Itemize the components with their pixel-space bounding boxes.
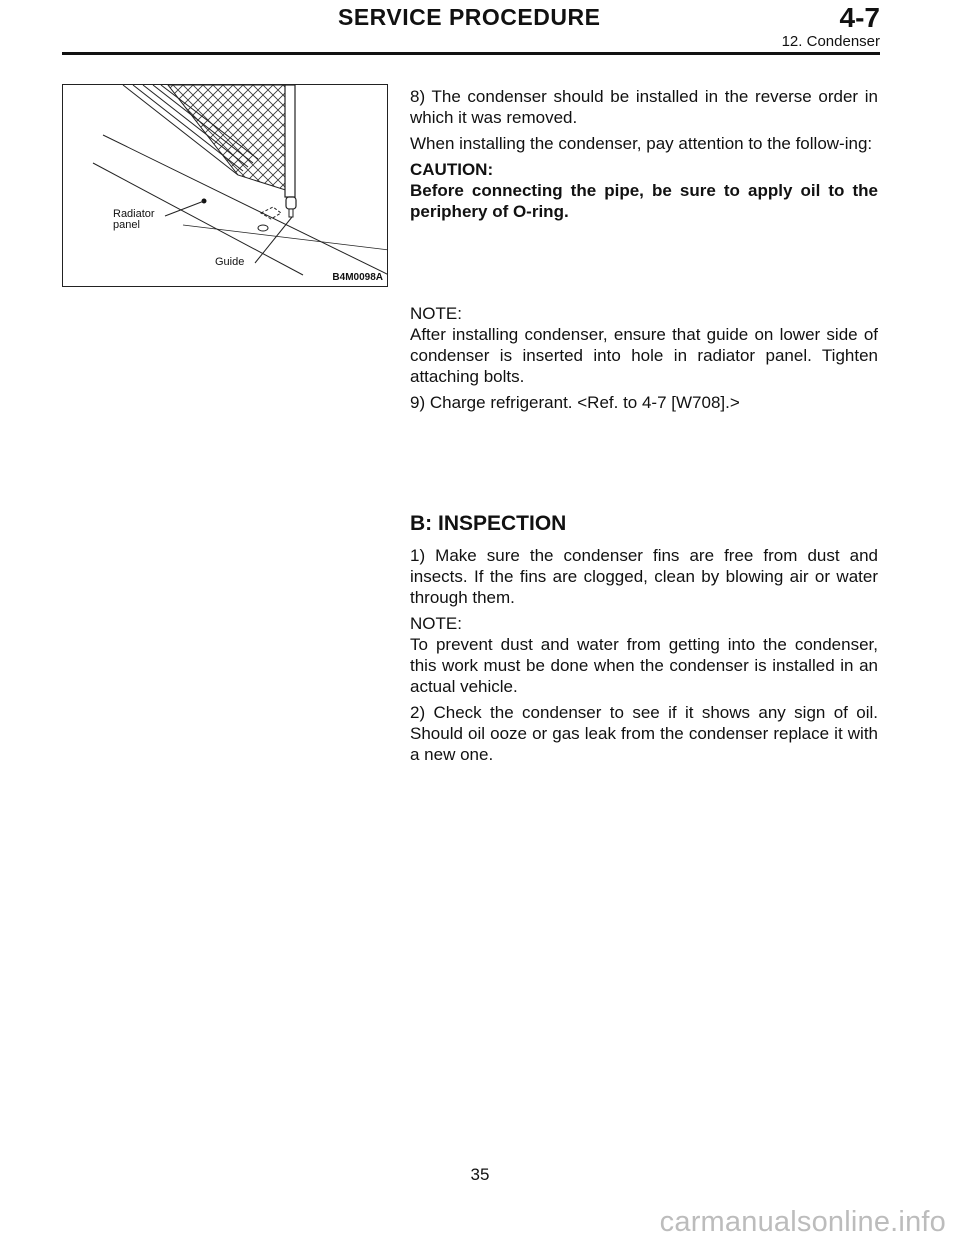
inspection-step-2: 2) Check the condenser to see if it shows any sign of oil. Should oil ooze or gas leak from the condenser replace it with a new one. <box>410 703 878 764</box>
section-subtitle: 12. Condenser <box>781 33 880 50</box>
step-8-followup: When installing the condenser, pay attention to the follow-ing: <box>410 134 873 153</box>
label-panel: panel <box>113 219 140 231</box>
step-9: 9) Charge refrigerant. <Ref. to 4-7 [W708].> <box>410 393 740 412</box>
inspection-heading: B: INSPECTION <box>410 512 567 535</box>
step-8: 8) The condenser should be installed in the reverse order in which it was removed. <box>410 87 878 127</box>
page-title: SERVICE PROCEDURE <box>338 4 601 30</box>
installation-note <box>410 303 878 418</box>
section-number: 4-7 <box>839 2 880 33</box>
label-guide: Guide <box>215 256 245 268</box>
header-rule <box>62 52 880 55</box>
note-text: After installing condenser, ensure that guide on lower side of condenser is inserted into hole in radiator panel. Tighten attaching bolts. <box>410 325 878 386</box>
watermark: carmanualsonline.info <box>659 1206 946 1238</box>
caution-label: CAUTION: <box>410 160 494 179</box>
caution-text: Before connecting the pipe, be sure to apply oil to the periphery of O-ring. <box>410 181 878 221</box>
figure-code: B4M0098A <box>332 272 383 283</box>
page-number: 35 <box>470 1165 490 1184</box>
inspection-steps <box>410 545 878 770</box>
label-radiator: Radiator <box>113 208 155 220</box>
inspection-note-label: NOTE: <box>410 614 462 633</box>
inspection-note-text: To prevent dust and water from getting into the condenser, this work must be done when the condenser is installed in an actual vehicle. <box>410 635 878 696</box>
condenser-figure <box>62 84 388 287</box>
inspection-step-1: 1) Make sure the condenser fins are free from dust and insects. If the fins are clogged, clean by blowing air or water through them. <box>410 546 878 607</box>
installation-steps <box>410 86 878 227</box>
note-label: NOTE: <box>410 304 462 323</box>
